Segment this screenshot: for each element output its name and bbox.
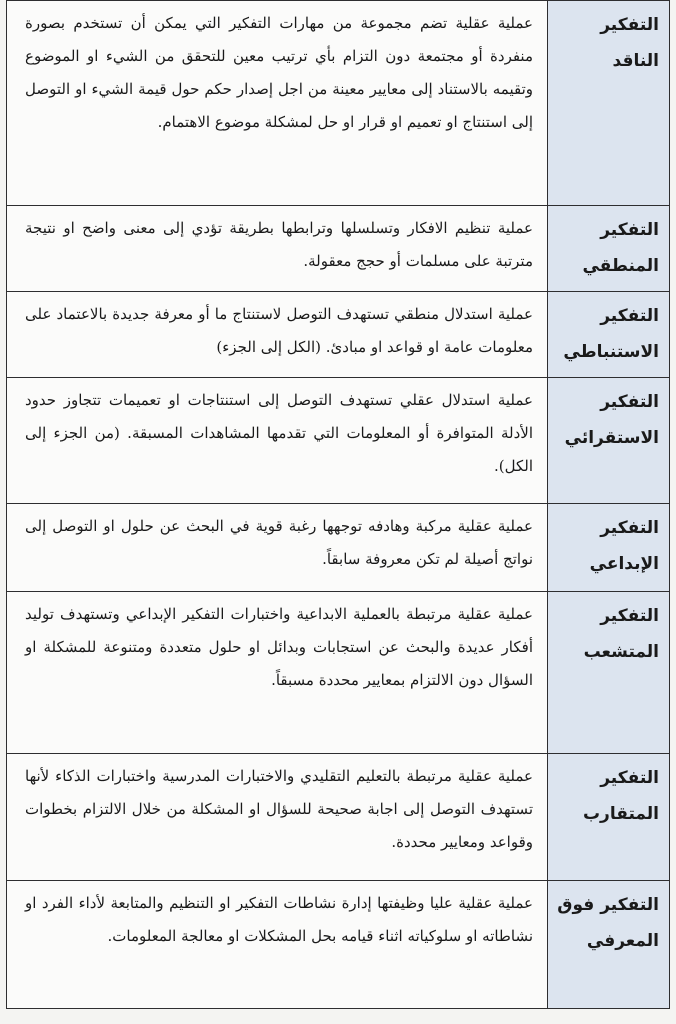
table-row-deductive-thinking: [7, 292, 670, 378]
term-cell: التفكير الناقد: [548, 1, 670, 206]
table-row-convergent-thinking: [7, 754, 670, 881]
table-row-creative-thinking: [7, 504, 670, 592]
thinking-types-table: [6, 0, 670, 1009]
table-row-logical-thinking: [7, 206, 670, 292]
table-row-critical-thinking: [7, 1, 670, 206]
table-row-metacognitive-thinking: [7, 881, 670, 1009]
definition-cell: عملية عقلية مركبة وهادفه توجهها رغبة قوية في البحث عن حلول او التوصل إلى نواتج أصيلة لم تكن معروفة سابقاً.: [7, 504, 548, 592]
term-cell: التفكير الاستنباطي: [548, 292, 670, 378]
term-cell: التفكير المتقارب: [548, 754, 670, 881]
definition-cell: عملية استدلال منطقي تستهدف التوصل لاستنتاج ما أو معرفة جديدة بالاعتماد على معلومات عامة او قواعد او مبادئ. (الكل إلى الجزء): [7, 292, 548, 378]
table-row-divergent-thinking: [7, 592, 670, 754]
term-cell: التفكير فوق المعرفي: [548, 881, 670, 1009]
definition-cell: عملية عقلية مرتبطة بالتعليم التقليدي والاختبارات المدرسية واختبارات الذكاء لأنها تستهدف التوصل إلى اجابة صحيحة للسؤال او المشكلة من خلال الالتزام بخطوات وقواعد ومعايير محددة.: [7, 754, 548, 881]
term-cell: التفكير المنطقي: [548, 206, 670, 292]
definition-cell: عملية عقلية عليا وظيفتها إدارة نشاطات التفكير او التنظيم والمتابعة لأداء الفرد او نشاطاته او سلوكياته اثناء قيامه بحل المشكلات او معالجة المعلومات.: [7, 881, 548, 1009]
term-cell: التفكير الإبداعي: [548, 504, 670, 592]
term-cell: التفكير الاستقرائي: [548, 378, 670, 504]
definition-cell: عملية استدلال عقلي تستهدف التوصل إلى استنتاجات او تعميمات تتجاوز حدود الأدلة المتوافرة أو المعلومات التي تقدمها المشاهدات المسبقة. (من الجزء إلى الكل).: [7, 378, 548, 504]
table-row-inductive-thinking: [7, 378, 670, 504]
term-cell: التفكير المتشعب: [548, 592, 670, 754]
definition-cell: عملية عقلية تضم مجموعة من مهارات التفكير التي يمكن أن تستخدم بصورة منفردة أو مجتمعة دون التزام بأي ترتيب معين للتحقق من الشيء او الموضوع وتقيمه بالاستناد إلى معايير معينة من اجل إصدار حكم حول قيمة الشيء او التوصل إلى استنتاج او تعميم او قرار او حل لمشكلة موضوع الاهتمام.: [7, 1, 548, 206]
definition-cell: عملية تنظيم الافكار وتسلسلها وترابطها بطريقة تؤدي إلى معنى واضح او نتيجة مترتبة على مسلمات أو حجج معقولة.: [7, 206, 548, 292]
definition-cell: عملية عقلية مرتبطة بالعملية الابداعية واختبارات التفكير الإبداعي وتستهدف توليد أفكار عديدة والبحث عن استجابات وبدائل او حلول متعددة ومتنوعة للمشكلة او السؤال دون الالتزام بمعايير محددة مسبقاً.: [7, 592, 548, 754]
